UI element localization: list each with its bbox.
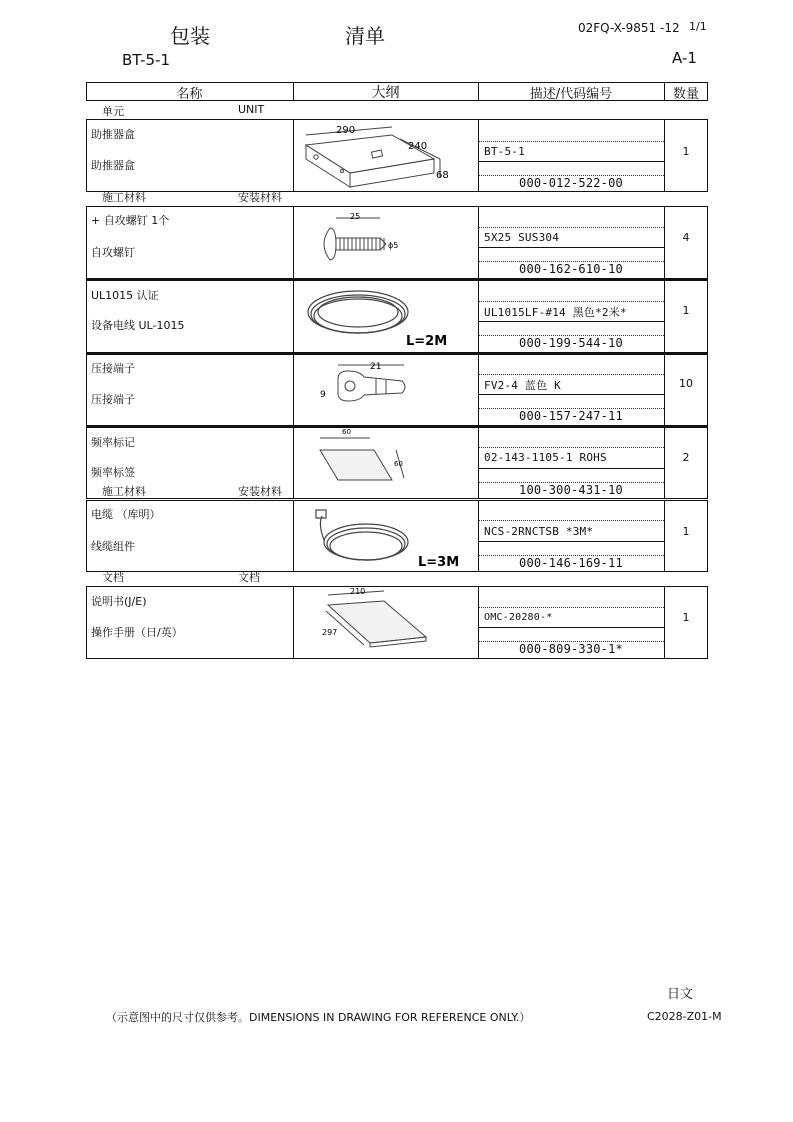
item-desc: NCS-2RNCTSB *3M*	[484, 525, 594, 538]
item-name: 压接端子	[91, 362, 135, 375]
item-qty: 1	[682, 304, 690, 317]
dim-length: 25	[350, 212, 361, 221]
dim-length: 21	[370, 362, 382, 372]
label-sticker-drawing	[314, 428, 414, 484]
dim-width: 210	[350, 587, 366, 596]
item-desc: 5X25 SUS304	[484, 231, 560, 244]
dim-height: 60	[394, 460, 403, 468]
language-label: 日文	[667, 987, 694, 1002]
revision-label: A-1	[672, 49, 697, 67]
title-packing: 包装	[170, 24, 210, 48]
group-label: 单元	[102, 105, 124, 118]
group-label: 文档	[102, 571, 124, 584]
item-name: + 自攻螺钉 1个	[91, 214, 170, 227]
item-code: 000-157-247-11	[519, 409, 623, 423]
item-name: UL1015 认证	[91, 289, 159, 302]
item-subname: 压接端子	[91, 393, 135, 406]
page-number: 1/1	[689, 20, 707, 33]
item-code: 000-012-522-00	[519, 176, 623, 190]
wire-length: L=2M	[406, 334, 448, 349]
dim-height: 297	[322, 628, 338, 637]
booster-box-drawing	[300, 123, 472, 189]
manual-drawing	[318, 587, 432, 651]
item-subname: 自攻螺钉	[91, 246, 135, 259]
form-number: C2028-Z01-M	[647, 1010, 722, 1023]
col-desc: 描述/代码编号	[529, 87, 613, 102]
dim-depth: 240	[408, 141, 428, 152]
item-qty: 4	[682, 231, 690, 244]
col-name: 名称	[176, 87, 203, 102]
col-outline: 大纲	[371, 85, 400, 101]
item-code: 000-199-544-10	[519, 336, 623, 350]
item-name: 电缆 （库明）	[91, 508, 161, 521]
item-subname: 设备电线 UL-1015	[91, 319, 185, 332]
title-list: 清单	[345, 24, 385, 48]
model-label: BT-5-1	[122, 51, 170, 69]
cable-coil-drawing	[308, 504, 474, 570]
item-subname: 频率标签	[91, 466, 135, 479]
doc-number: 02FQ-X-9851 -12	[578, 21, 680, 35]
item-subname: 操作手册（日/英）	[91, 626, 183, 639]
item-subname: 助推器盒	[91, 159, 135, 172]
group-label: 安装材料	[238, 191, 282, 204]
item-code: 000-809-330-1*	[519, 642, 623, 656]
item-desc: BT-5-1	[484, 145, 525, 158]
dim-width: 290	[336, 125, 356, 136]
item-name: 助推器盒	[91, 128, 135, 141]
reference-note: （示意图中的尺寸仅供参考。DIMENSIONS IN DRAWING FOR REFERENCE ONLY.）	[106, 1011, 531, 1024]
item-desc: OMC-20280-*	[484, 612, 553, 623]
item-code: 000-162-610-10	[519, 262, 623, 276]
item-code: 100-300-431-10	[519, 483, 623, 497]
item-desc: UL1015LF-#14 黑色*2米*	[484, 306, 627, 319]
group-label: 安装材料	[238, 485, 282, 498]
item-qty: 1	[682, 525, 690, 538]
dim-height: 68	[436, 170, 449, 181]
group-label: 施工材料	[102, 191, 146, 204]
cable-length: L=3M	[418, 555, 460, 570]
group-label: 文档	[238, 571, 260, 584]
item-qty: 2	[682, 451, 690, 464]
item-code: 000-146-169-11	[519, 556, 623, 570]
item-name: 说明书(J/E)	[91, 595, 147, 608]
group-label: 施工材料	[102, 485, 146, 498]
crimp-terminal-drawing	[316, 357, 416, 409]
item-desc: 02-143-1105-1 ROHS	[484, 451, 607, 464]
item-qty: 10	[679, 377, 693, 390]
item-qty: 1	[682, 611, 690, 624]
item-qty: 1	[682, 145, 690, 158]
dim-width: 9	[320, 390, 326, 400]
group-label: UNIT	[238, 103, 265, 116]
dim-width: 60	[342, 428, 351, 436]
item-desc: FV2-4 蓝色 K	[484, 379, 561, 392]
screw-drawing	[314, 210, 414, 272]
wire-coil-drawing	[304, 284, 474, 350]
item-subname: 线缆组件	[91, 540, 135, 553]
item-name: 频率标记	[91, 436, 135, 449]
col-qty: 数量	[672, 87, 699, 102]
dim-diameter: ϕ5	[388, 241, 399, 250]
